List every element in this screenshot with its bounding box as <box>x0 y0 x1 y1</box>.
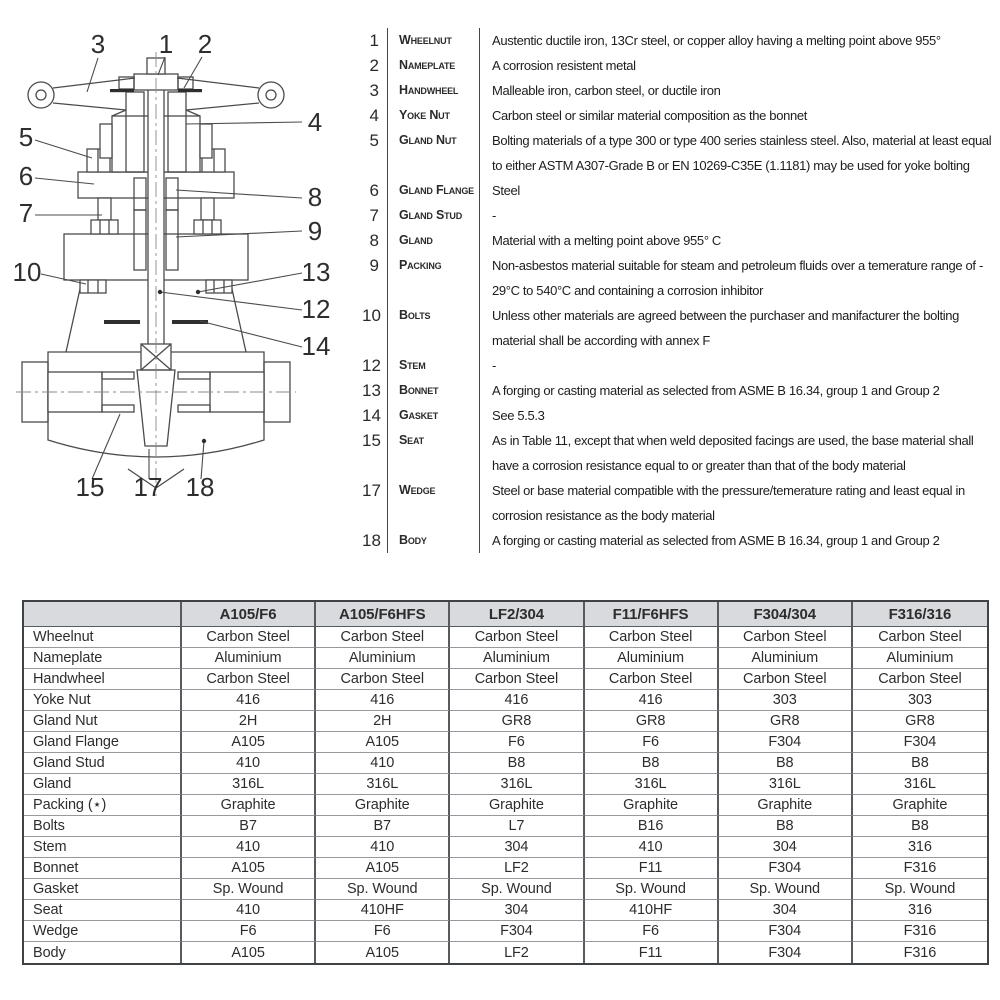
materials-table <box>22 600 989 965</box>
materials-cell: 416 <box>450 690 584 711</box>
materials-cell: L7 <box>450 816 584 837</box>
materials-cell: Carbon Steel <box>450 627 584 648</box>
callout-label: 15 <box>75 472 105 502</box>
parts-list-row <box>362 403 994 428</box>
materials-cell: Carbon Steel <box>719 627 853 648</box>
materials-cell: F304 <box>719 921 853 942</box>
materials-cell: Carbon Steel <box>182 627 316 648</box>
materials-row-label: Bonnet <box>24 858 182 879</box>
materials-row-label: Nameplate <box>24 648 182 669</box>
materials-cell: 303 <box>853 690 987 711</box>
part-name: Stem <box>388 353 480 378</box>
part-name: Handwheel <box>388 78 480 103</box>
materials-cell: GR8 <box>450 711 584 732</box>
parts-list-row <box>362 53 994 78</box>
part-name: Gasket <box>388 403 480 428</box>
materials-cell: B16 <box>585 816 719 837</box>
materials-cell: 316L <box>316 774 450 795</box>
materials-cell: Carbon Steel <box>853 627 987 648</box>
materials-row-label: Gland Nut <box>24 711 182 732</box>
materials-cell: Aluminium <box>182 648 316 669</box>
part-name: Bonnet <box>388 378 480 403</box>
materials-cell: LF2 <box>450 858 584 879</box>
materials-cell: Carbon Steel <box>316 627 450 648</box>
materials-cell: Sp. Wound <box>585 879 719 900</box>
part-number: 4 <box>362 103 388 128</box>
materials-cell: Sp. Wound <box>450 879 584 900</box>
materials-row-label: Body <box>24 942 182 963</box>
materials-cell: Carbon Steel <box>585 669 719 690</box>
materials-cell: 303 <box>719 690 853 711</box>
part-description: Material with a melting point above 955° C <box>492 233 721 248</box>
materials-column-header: A105/F6HFS <box>316 602 450 627</box>
materials-cell: Carbon Steel <box>853 669 987 690</box>
materials-cell: B8 <box>719 753 853 774</box>
materials-cell: Graphite <box>853 795 987 816</box>
materials-cell: F316 <box>903 944 937 961</box>
materials-cell: 2H <box>316 711 450 732</box>
materials-cell: 410 <box>182 900 316 921</box>
materials-row-label: Yoke Nut <box>24 690 182 711</box>
materials-cell: B8 <box>853 753 987 774</box>
parts-list <box>362 28 994 553</box>
part-number: 18 <box>362 528 388 553</box>
part-description: See 5.5.3 <box>492 408 545 423</box>
parts-list-row <box>362 128 994 178</box>
materials-cell: Sp. Wound <box>182 879 316 900</box>
part-name: Yoke Nut <box>388 103 480 128</box>
materials-cell: 416 <box>585 690 719 711</box>
materials-cell: F304 <box>719 732 853 753</box>
part-name: Nameplate <box>388 53 480 78</box>
part-description: - <box>492 208 496 223</box>
materials-cell: 410 <box>316 753 450 774</box>
part-number: 12 <box>362 353 388 378</box>
materials-cell: F11 <box>585 942 719 963</box>
materials-cell: 316L <box>585 774 719 795</box>
materials-row-label: Wedge <box>24 921 182 942</box>
part-name: Bolts <box>388 303 480 353</box>
materials-cell: Graphite <box>316 795 450 816</box>
materials-cell: 316L <box>853 774 987 795</box>
materials-cell: A105 <box>316 732 450 753</box>
materials-cell: F304 <box>853 732 987 753</box>
materials-cell: B8 <box>450 753 584 774</box>
parts-list-row <box>362 303 994 353</box>
materials-cell: F316 <box>853 921 987 942</box>
callout-label: 12 <box>301 294 331 324</box>
materials-cell: Graphite <box>585 795 719 816</box>
materials-cell: 410HF <box>585 900 719 921</box>
callout-label: 13 <box>301 257 331 287</box>
materials-cell: 304 <box>719 900 853 921</box>
materials-cell: Carbon Steel <box>182 669 316 690</box>
parts-list-row <box>362 253 994 303</box>
materials-cell: Sp. Wound <box>853 879 987 900</box>
materials-cell: F316 <box>853 858 987 879</box>
callout-label: 8 <box>307 182 323 212</box>
parts-list-row <box>362 78 994 103</box>
materials-cell: B8 <box>719 816 853 837</box>
materials-row-label: Gland Flange <box>24 732 182 753</box>
materials-column-header: F316/316 <box>853 602 987 627</box>
callout-label: 4 <box>307 107 323 137</box>
part-description: As in Table 11, except that when weld deposited facings are used, the base material shall have a corrosion resistance equal to or greater than that of the body material <box>492 433 974 473</box>
materials-cell: 304 <box>719 837 853 858</box>
callout-label: 6 <box>18 161 34 191</box>
parts-list-row <box>362 228 994 253</box>
part-number: 9 <box>362 253 388 303</box>
valve-diagram <box>8 22 353 567</box>
materials-cell: LF2 <box>450 942 584 963</box>
materials-cell: GR8 <box>585 711 719 732</box>
materials-cell: F6 <box>182 921 316 942</box>
materials-cell: Aluminium <box>450 648 584 669</box>
gasket-left <box>104 320 140 324</box>
materials-cell: A105 <box>316 942 450 963</box>
materials-cell: 316L <box>182 774 316 795</box>
materials-cell: Carbon Steel <box>450 669 584 690</box>
materials-cell: Carbon Steel <box>316 669 450 690</box>
part-number: 3 <box>362 78 388 103</box>
part-name: Gland Flange <box>388 178 480 203</box>
callout-label: 9 <box>307 216 323 246</box>
materials-cell: 410 <box>585 837 719 858</box>
materials-cell: A105 <box>182 732 316 753</box>
parts-list-row <box>362 203 994 228</box>
materials-cell: F6 <box>450 732 584 753</box>
materials-cell: 316 <box>853 900 987 921</box>
parts-list-row <box>362 528 994 553</box>
callout-label: 10 <box>12 257 42 287</box>
materials-cell: B7 <box>316 816 450 837</box>
materials-cell: 410 <box>182 837 316 858</box>
materials-cell: 316L <box>719 774 853 795</box>
materials-row-label: Wheelnut <box>24 627 182 648</box>
parts-list-row <box>362 178 994 203</box>
nameplate-left <box>110 89 134 92</box>
part-description: Unless other materials are agreed between the purchaser and manifacturer the bolting material shall be according with annex F <box>492 308 960 348</box>
materials-cell: F11 <box>585 858 719 879</box>
part-name: Wedge <box>388 478 480 528</box>
parts-list-row <box>362 378 994 403</box>
callout-label: 5 <box>18 122 34 152</box>
part-description: Carbon steel or similar material composition as the bonnet <box>492 108 807 123</box>
materials-cell: Aluminium <box>316 648 450 669</box>
materials-row-label: Stem <box>24 837 182 858</box>
materials-cell: F6 <box>316 921 450 942</box>
materials-cell: 410 <box>182 753 316 774</box>
materials-row-label: Seat <box>24 900 182 921</box>
materials-cell: F6 <box>585 732 719 753</box>
materials-cell: Carbon Steel <box>719 669 853 690</box>
part-name: Gland Stud <box>388 203 480 228</box>
materials-cell: B7 <box>182 816 316 837</box>
materials-cell: 304 <box>450 900 584 921</box>
parts-list-row <box>362 428 994 478</box>
materials-cell: 416 <box>316 690 450 711</box>
materials-cell: Graphite <box>450 795 584 816</box>
callout-label: 3 <box>90 29 106 59</box>
materials-cell: B8 <box>585 753 719 774</box>
materials-cell: 410HF <box>316 900 450 921</box>
materials-cell: B8 <box>853 816 987 837</box>
part-number: 15 <box>362 428 388 478</box>
materials-cell: A105 <box>182 858 316 879</box>
part-name: Packing <box>388 253 480 303</box>
materials-cell: Aluminium <box>719 648 853 669</box>
part-number: 14 <box>362 403 388 428</box>
part-name: Seat <box>388 428 480 478</box>
part-description: Austentic ductile iron, 13Cr steel, or copper alloy having a melting point above 955° <box>492 33 941 48</box>
part-name: Body <box>388 528 480 553</box>
part-number: 17 <box>362 478 388 528</box>
materials-row-label: Bolts <box>24 816 182 837</box>
materials-cell: 2H <box>182 711 316 732</box>
materials-cell: F304 <box>719 942 853 963</box>
materials-cell: F6 <box>585 921 719 942</box>
parts-list-row <box>362 478 994 528</box>
part-description: A forging or casting material as selected from ASME B 16.34, group 1 and Group 2 <box>492 383 940 398</box>
callout-label: 1 <box>158 29 174 59</box>
materials-column-header: F304/304 <box>719 602 853 627</box>
part-description: - <box>492 358 496 373</box>
part-number: 7 <box>362 203 388 228</box>
part-number: 2 <box>362 53 388 78</box>
part-number: 1 <box>362 28 388 53</box>
materials-cell: A105 <box>182 942 316 963</box>
materials-corner-cell <box>24 602 182 627</box>
materials-cell: 316L <box>450 774 584 795</box>
materials-row-label: Handwheel <box>24 669 182 690</box>
materials-cell: Sp. Wound <box>719 879 853 900</box>
part-number: 10 <box>362 303 388 353</box>
part-name: Wheelnut <box>388 28 480 53</box>
materials-cell: F304 <box>450 921 584 942</box>
materials-cell: Carbon Steel <box>585 627 719 648</box>
materials-cell: 304 <box>450 837 584 858</box>
part-name: Gland <box>388 228 480 253</box>
materials-column-header: LF2/304 <box>450 602 584 627</box>
part-description: A forging or casting material as selected from ASME B 16.34, group 1 and Group 2 <box>492 533 940 548</box>
materials-row-label: Gland Stud <box>24 753 182 774</box>
materials-row-label: Packing (⋆) <box>24 795 182 816</box>
materials-cell: GR8 <box>719 711 853 732</box>
part-description: Steel or base material compatible with the pressure/temerature rating and least equal in corrosion resistance as the body material <box>492 483 965 523</box>
part-number: 6 <box>362 178 388 203</box>
materials-cell: GR8 <box>853 711 987 732</box>
materials-cell: Graphite <box>182 795 316 816</box>
materials-cell: F304 <box>719 858 853 879</box>
materials-cell: A105 <box>316 858 450 879</box>
part-number: 8 <box>362 228 388 253</box>
materials-cell: 416 <box>182 690 316 711</box>
materials-column-header: F11/F6HFS <box>585 602 719 627</box>
materials-cell: 410 <box>316 837 450 858</box>
materials-column-header: A105/F6 <box>182 602 316 627</box>
callout-label: 18 <box>185 472 215 502</box>
materials-cell: 316 <box>853 837 987 858</box>
parts-list-row <box>362 353 994 378</box>
part-description: Bolting materials of a type 300 or type 400 series stainless steel. Also, material at least equal to either ASTM A307-Grade B or EN 10269-C35E (1.1181) may be used for yoke bolting <box>492 133 992 173</box>
parts-list-row <box>362 28 994 53</box>
materials-row-label: Gasket <box>24 879 182 900</box>
part-number: 13 <box>362 378 388 403</box>
part-number: 5 <box>362 128 388 178</box>
callout-label: 14 <box>301 331 331 361</box>
parts-list-row <box>362 103 994 128</box>
callout-label: 17 <box>133 472 163 502</box>
nameplate-right <box>178 89 202 92</box>
materials-cell: Sp. Wound <box>316 879 450 900</box>
materials-cell: Aluminium <box>853 648 987 669</box>
materials-cell: Aluminium <box>585 648 719 669</box>
part-description: Steel <box>492 183 520 198</box>
callout-label: 2 <box>197 29 213 59</box>
part-name: Gland Nut <box>388 128 480 178</box>
part-description: Non-asbestos material suitable for steam and petroleum fluids over a temerature range of - 29°C to 540°C and containing a corrosion inhibitor <box>492 258 983 298</box>
materials-row-label: Gland <box>24 774 182 795</box>
materials-cell: Graphite <box>719 795 853 816</box>
part-description: A corrosion resistent metal <box>492 58 636 73</box>
callout-label: 7 <box>18 198 34 228</box>
part-description: Malleable iron, carbon steel, or ductile iron <box>492 83 721 98</box>
